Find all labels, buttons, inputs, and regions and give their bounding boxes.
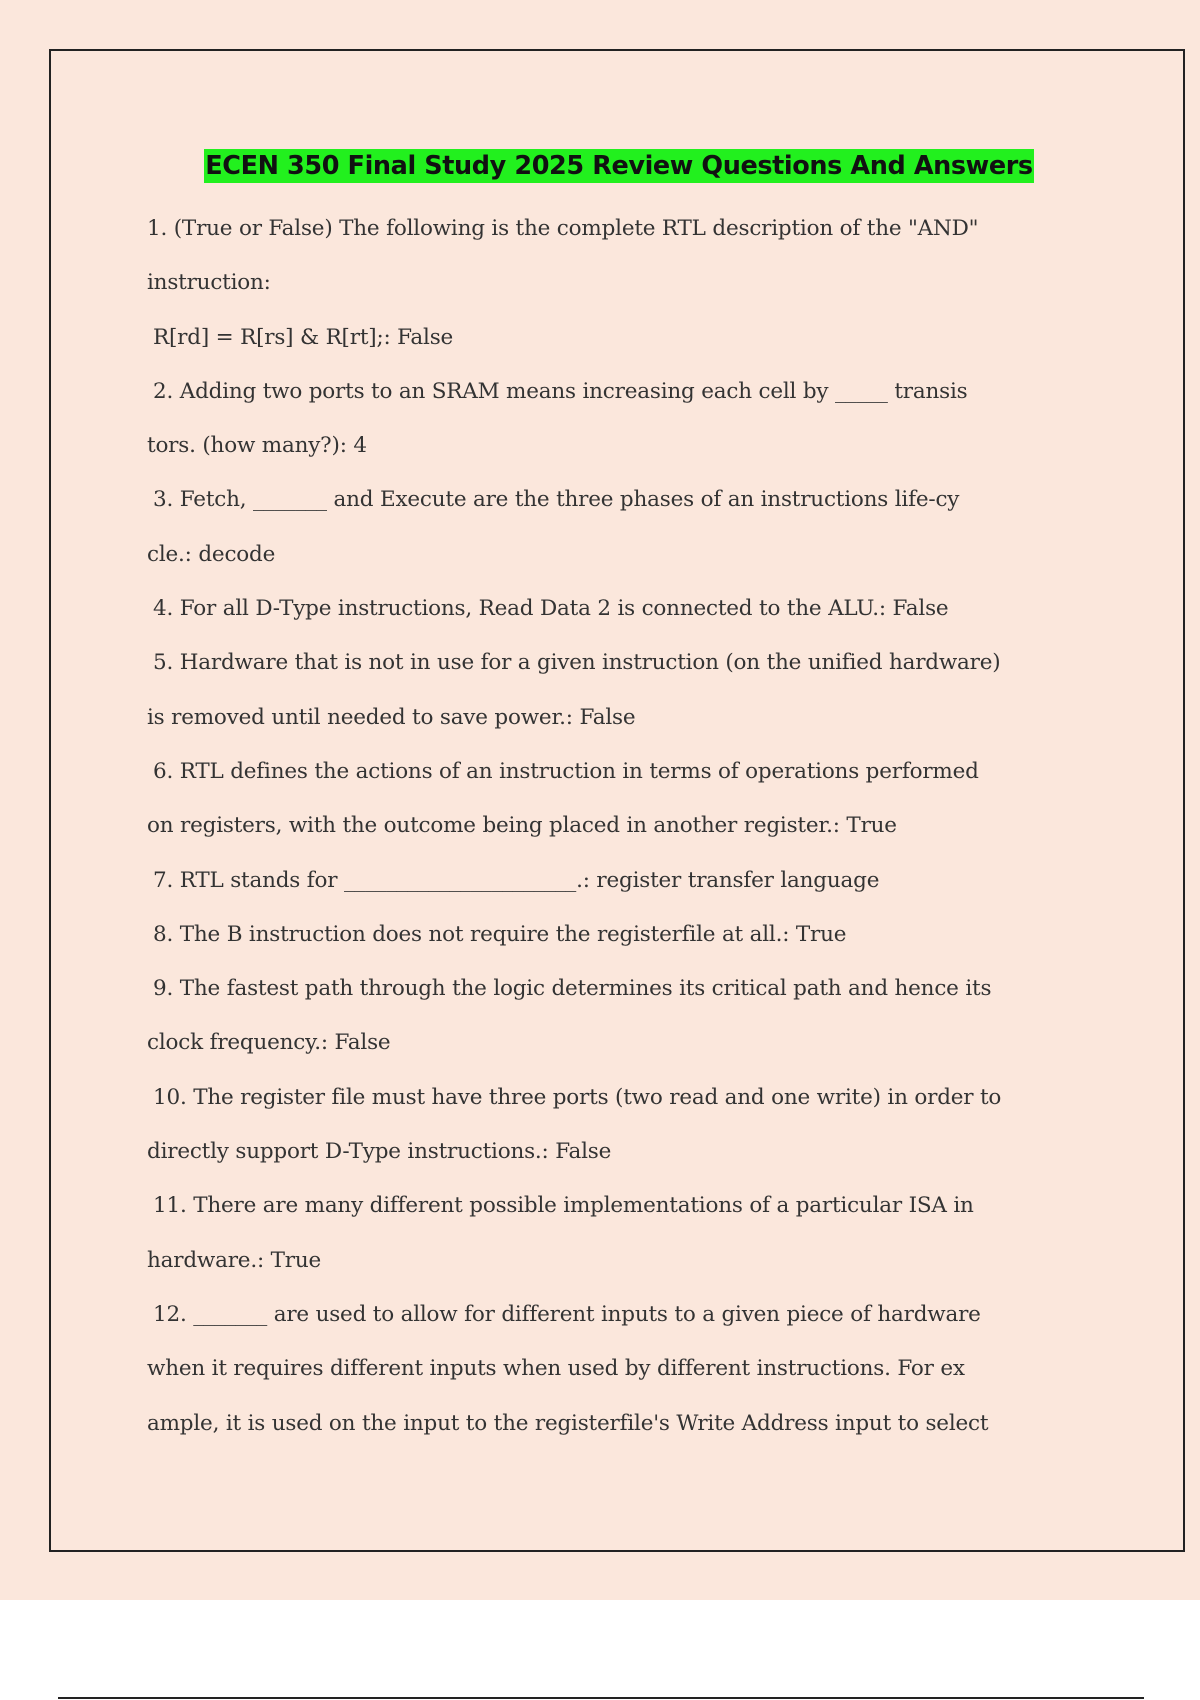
text-line: 4. For all D-Type instructions, Read Data 2 is connected to the ALU.: False — [153, 596, 949, 622]
text-line: hardware.: True — [147, 1247, 322, 1273]
text-line: on registers, with the outcome being placed in another register.: True — [147, 813, 897, 839]
text-line: directly support D-Type instructions.: False — [147, 1139, 612, 1165]
text-line: cle.: decode — [147, 541, 276, 567]
text-line: 8. The B instruction does not require the registerfile at all.: True — [153, 921, 847, 947]
text-line: instruction: — [147, 270, 271, 296]
text-line: clock frequency.: False — [147, 1030, 391, 1056]
text-line: 3. Fetch, _______ and Execute are the three phases of an instructions life-cy — [153, 487, 960, 513]
text-line: ample, it is used on the input to the registerfile's Write Address input to select — [147, 1410, 989, 1436]
text-line: 2. Adding two ports to an SRAM means increasing each cell by _____ transis — [153, 378, 968, 404]
page-bottom-rule — [58, 1697, 1144, 1699]
text-line: 12. _______ are used to allow for different inputs to a given piece of hardware — [153, 1301, 981, 1327]
text-line: tors. (how many?): 4 — [147, 433, 367, 459]
text-line: 10. The register file must have three ports (two read and one write) in order to — [153, 1084, 1002, 1110]
title-highlight: ECEN 350 Final Study 2025 Review Questions And Answers — [205, 151, 1033, 181]
text-line: 11. There are many different possible implementations of a particular ISA in — [153, 1193, 974, 1219]
text-line: R[rd] = R[rs] & R[rt];: False — [153, 324, 454, 350]
text-line: when it requires different inputs when used by different instructions. For ex — [147, 1356, 965, 1382]
text-line: 5. Hardware that is not in use for a given instruction (on the unified hardware) — [153, 650, 1001, 676]
qa-text-block — [147, 202, 1107, 1451]
document-title — [51, 151, 1187, 181]
document-frame — [49, 49, 1185, 1552]
text-line: 7. RTL stands for ______________________.: register transfer language — [153, 867, 880, 893]
text-line: 6. RTL defines the actions of an instruction in terms of operations performed — [153, 758, 979, 784]
text-line: is removed until needed to save power.: False — [147, 704, 636, 730]
text-line: 1. (True or False) The following is the complete RTL description of the "AND" — [147, 216, 979, 241]
text-line: 9. The fastest path through the logic determines its critical path and hence its — [153, 976, 992, 1002]
